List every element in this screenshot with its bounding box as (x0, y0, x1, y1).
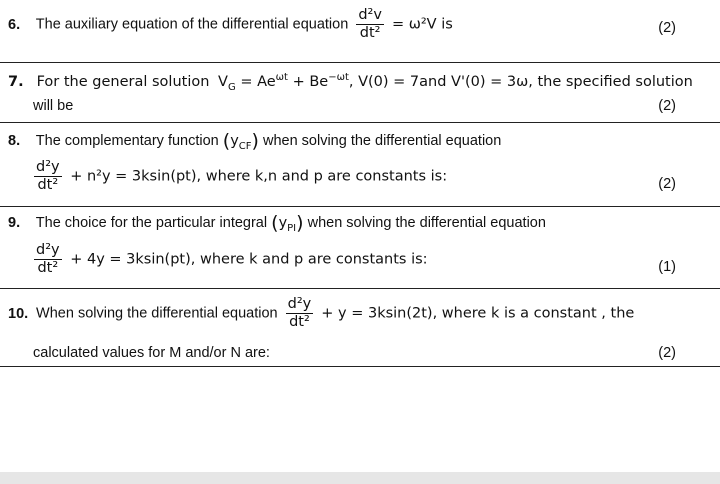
marks: (2) (658, 345, 676, 361)
question-text: For the general solution (36, 73, 210, 90)
question-text: When solving the differential equation (36, 305, 278, 322)
fraction: $\frac{\text{d²y}}{\text{dt²}}$ (287, 296, 312, 331)
question-number: 8. (8, 133, 21, 149)
divider (0, 288, 720, 289)
marks: (2) (658, 98, 676, 114)
question-text: The choice for the particular integral (35, 215, 268, 231)
marks: (2) (658, 20, 676, 36)
vg-symbol: $V_G$ (218, 73, 236, 93)
question-text: The complementary function (35, 133, 219, 149)
fraction: $\frac{\text{d²y}}{\text{dt²}}$ (36, 159, 60, 194)
question-text-continued: will be (33, 98, 74, 114)
divider (0, 206, 720, 207)
question-number: 6. (8, 16, 21, 33)
page-footer-band (0, 472, 720, 484)
fraction: $\frac{\text{d²v}}{\text{dt²}}$ (358, 7, 382, 42)
yc-symbol: $(y_{CF})$ (222, 130, 259, 152)
question-text: The auxiliary equation of the differential equation (35, 16, 349, 33)
divider (0, 366, 720, 367)
question-number: 10. (8, 305, 29, 322)
fraction: $\frac{\text{d²y}}{\text{dt²}}$ (36, 242, 60, 277)
question-number: 9. (8, 215, 21, 231)
equation: + 4y = 3ksin(pt), where k and p are constants is: (70, 251, 428, 268)
question-number: 7. (8, 73, 24, 90)
equation-rhs: = ω²V is (391, 16, 453, 33)
divider (0, 122, 720, 123)
marks: (1) (658, 259, 676, 275)
question-text-continued: calculated values for M and/or N are: (33, 345, 270, 361)
marks: (2) (658, 176, 676, 192)
equation: + n²y = 3ksin(pt), where k,n and p are constants is: (70, 168, 448, 185)
equation: + y = 3ksin(2t), where k is a constant , the (321, 305, 635, 322)
yp-symbol: $(y_{PI})$ (271, 212, 304, 234)
divider (0, 62, 720, 63)
